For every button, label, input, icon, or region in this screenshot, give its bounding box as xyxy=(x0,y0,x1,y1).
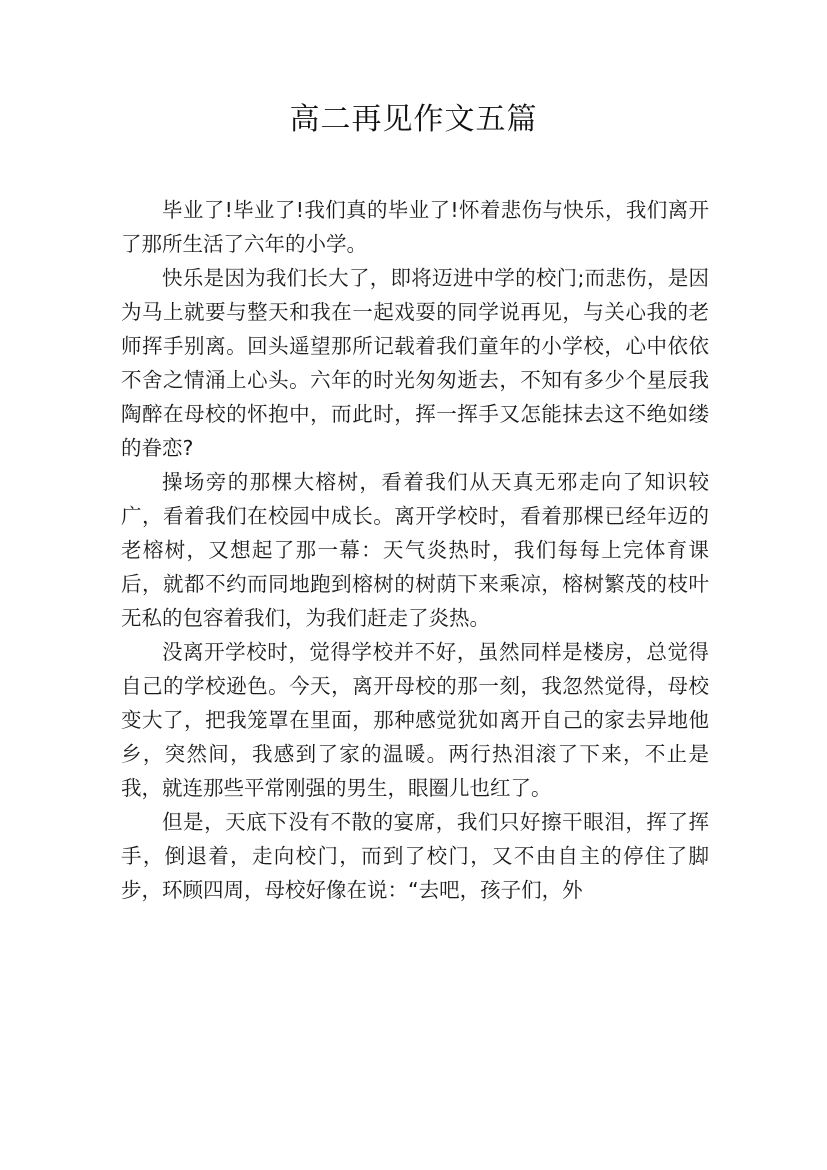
paragraph-3: 操场旁的那棵大榕树，看着我们从天真无邪走向了知识较广，看着我们在校园中成长。离开学校时，看着那棵已经年迈的老榕树，又想起了那一幕：天气炎热时，我们每每上完体育课后，就都不约而同地跑到榕树的树荫下来乘凉，榕树繁茂的枝叶无私的包容着我们，为我们赶走了炎热。 xyxy=(121,470,709,630)
document-body xyxy=(121,193,709,907)
document-title: 高二再见作文五篇 xyxy=(289,102,538,137)
paragraph-1: 毕业了!毕业了!我们真的毕业了!怀着悲伤与快乐，我们离开了那所生活了六年的小学。 xyxy=(121,198,709,256)
paragraph-2: 快乐是因为我们长大了，即将迈进中学的校门;而悲伤，是因为马上就要与整天和我在一起戏耍的同学说再见，与关心我的老师挥手别离。回头遥望那所记载着我们童年的小学校，心中依依不舍之情涌上心头。六年的时光匆匆逝去，不知有多少个星辰我陶醉在母校的怀抱中，而此时，挥一挥手又怎能抹去这不绝如缕的眷恋? xyxy=(121,266,709,460)
paragraph-4: 没离开学校时，觉得学校并不好，虽然同样是楼房，总觉得自己的学校逊色。今天，离开母校的那一刻，我忽然觉得，母校变大了，把我笼罩在里面，那种感觉犹如离开自己的家去异地他乡，突然间，我感到了家的温暖。两行热泪滚了下来，不止是我，就连那些平常刚强的男生，眼圈儿也红了。 xyxy=(121,640,709,800)
paragraph-5: 但是，天底下没有不散的宴席，我们只好擦干眼泪，挥了挥手，倒退着，走向校门，而到了校门，又不由自主的停住了脚步，环顾四周，母校好像在说：“去吧，孩子们，外 xyxy=(121,810,709,902)
